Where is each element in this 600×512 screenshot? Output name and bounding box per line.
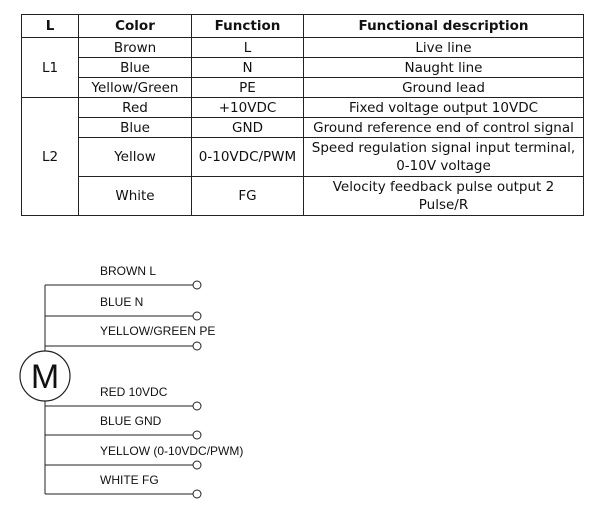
table-row — [22, 98, 584, 118]
wiring-diagram — [0, 240, 600, 512]
terminal-icon — [193, 461, 201, 469]
header-color: Color — [79, 15, 192, 38]
wire-label-brown-l: BROWN L — [100, 264, 157, 278]
cell-function: GND — [192, 118, 304, 138]
cell-color: Blue — [79, 58, 192, 78]
cell-color: Brown — [79, 38, 192, 58]
cell-description: Ground reference end of control signal — [304, 118, 584, 138]
cell-color: White — [79, 177, 192, 216]
motor-label: M — [30, 358, 60, 396]
cell-description: Fixed voltage output 10VDC — [304, 98, 584, 118]
wire-label-blue-n: BLUE N — [100, 295, 144, 309]
cell-description: Speed regulation signal input terminal, 0-10V voltage — [304, 138, 584, 177]
cell-function: N — [192, 58, 304, 78]
wire-label-yellow-signal: YELLOW (0-10VDC/PWM) — [100, 444, 244, 458]
wire-label-yellow-green-pe: YELLOW/GREEN PE — [100, 324, 216, 338]
table-row — [22, 118, 584, 138]
cell-description: Ground lead — [304, 78, 584, 98]
header-l: L — [22, 15, 79, 38]
terminal-icon — [193, 490, 201, 498]
cell-function: 0-10VDC/PWM — [192, 138, 304, 177]
wire-label-blue-gnd: BLUE GND — [100, 414, 162, 428]
header-function: Function — [192, 15, 304, 38]
group-label-l1: L1 — [22, 38, 79, 98]
terminal-icon — [193, 312, 201, 320]
table-header-row — [22, 15, 584, 38]
wire-label-red-10vdc: RED 10VDC — [100, 385, 168, 399]
terminal-icon — [193, 402, 201, 410]
cell-description: Live line — [304, 38, 584, 58]
wire-spec-table — [21, 14, 584, 216]
header-description: Functional description — [304, 15, 584, 38]
terminal-icon — [193, 342, 201, 350]
cell-function: FG — [192, 177, 304, 216]
group-label-l2: L2 — [22, 98, 79, 216]
cell-description: Velocity feedback pulse output 2 Pulse/R — [304, 177, 584, 216]
cell-color: Blue — [79, 118, 192, 138]
table-row — [22, 38, 584, 58]
cell-function: L — [192, 38, 304, 58]
terminal-icon — [193, 281, 201, 289]
cell-color: Yellow/Green — [79, 78, 192, 98]
cell-function: +10VDC — [192, 98, 304, 118]
cell-description: Naught line — [304, 58, 584, 78]
table-row — [22, 78, 584, 98]
wire-label-white-fg: WHITE FG — [100, 473, 159, 487]
cell-color: Red — [79, 98, 192, 118]
cell-function: PE — [192, 78, 304, 98]
cell-color: Yellow — [79, 138, 192, 177]
table-row — [22, 58, 584, 78]
terminal-icon — [193, 431, 201, 439]
table-row — [22, 138, 584, 177]
table-row — [22, 177, 584, 216]
